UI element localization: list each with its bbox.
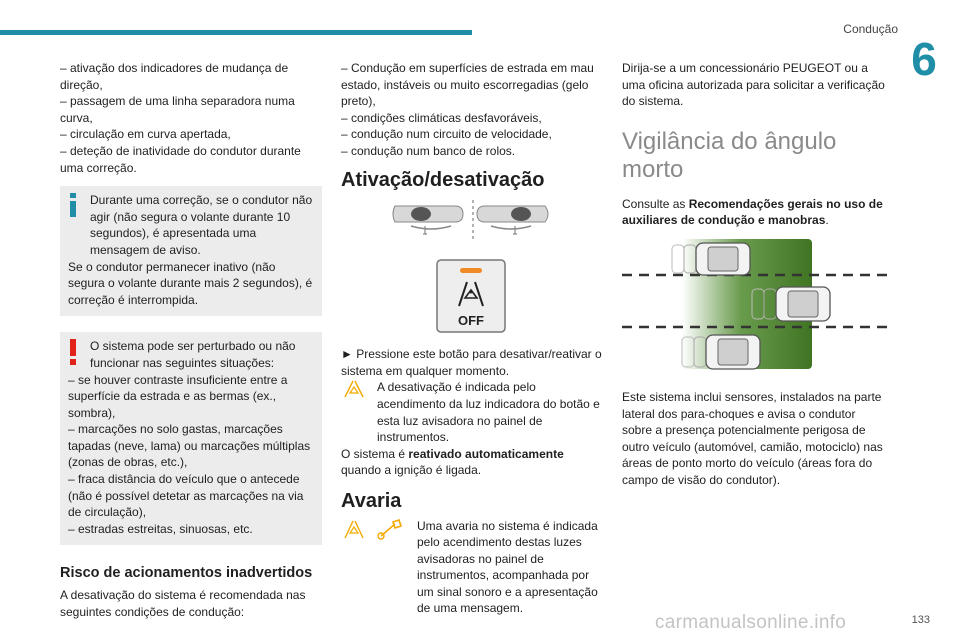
list-item: – condições climáticas desfavoráveis, [341,110,542,125]
section-heading-activation: Ativação/desativação [341,168,545,191]
off-label: OFF [458,313,484,329]
deactivation-text: A desativação é indicada pelo acendimento da luz indicadora do botão e esta luz avisadora no painel de instrumentos. [377,380,600,445]
deactivation-notice [341,379,605,445]
list-item: – circulação em curva apertada, [60,127,231,142]
car-middle-lane-icon [752,287,830,321]
dashboard-button-illustration [341,196,605,336]
paragraph: A desativação do sistema é recomendada nas seguintes condições de condução: [60,588,306,619]
lane-keeping-off-button [437,260,505,332]
column-1 [60,60,322,620]
list-item: – estradas estreitas, sinuosas, etc. [68,521,253,536]
info-text: Durante uma correção, se o condutor não agir (não segura o volante durante 10 segundos), é apresentada uma mensagem de aviso. [90,193,313,257]
car-bottom-lane-icon [682,335,760,369]
steering-right-icon [477,206,548,234]
reactivation-suffix: quando a ignição é ligada. [341,463,482,478]
paragraph: Este sistema inclui sensores, instalados na parte lateral dos para-choques e avisa o condutor sobre a presença potencialmente perigosa de outro veículo (automóvel, camião, motociclo) nas áreas de ponto morto do veículo (áreas fora do campo de visão do condutor). [622,389,883,487]
section-title: Condução [843,22,898,36]
fault-notice [341,518,605,618]
car-top-lane-icon [672,243,750,275]
list-item: – se houver contraste insuficiente entre a superfície da estrada e as bermas (ex., sombra), [68,372,288,420]
steering-left-icon [393,206,463,234]
section-heading-blind-spot: Vigilância do ângulo morto [622,127,837,183]
consult-text [622,196,888,229]
consult-suffix: . [825,213,829,228]
exclamation-icon [68,339,78,365]
subsection-title: Risco de acionamentos inadvertidos [60,565,313,582]
list-item: – ativação dos indicadores de mudança de direção, [60,61,289,92]
info-icon [68,193,78,217]
list-item: – condução num circuito de velocidade, [341,127,552,142]
header-accent-bar [0,30,472,35]
list-item: – condução num banco de rolos. [341,143,516,158]
column-3 [622,60,888,489]
fault-warning-icons [341,518,411,540]
lane-departure-warning-icon [341,379,369,399]
consult-prefix: Consulte as [622,196,689,211]
lane-warning-icon [345,521,363,538]
page-number: 133 [911,614,930,626]
list-item: – marcações no solo gastas, marcações tapadas (neve, lama) ou marcações múltiplas (zonas de obras, etc.), [68,422,311,470]
blind-spot-illustration [622,237,888,377]
info-box [60,186,322,316]
warning-intro: O sistema pode ser perturbado ou não funcionar nas seguintes situações: [90,339,296,370]
column-2 [341,60,605,617]
instruction-text: ► Pressione este botão para desativar/reativar o sistema em qualquer momento. [341,347,602,378]
chapter-number: 6 [911,33,937,85]
list-item: – Condução em superfícies de estrada em mau estado, instáveis ou muito escorregadias (gelo preto), [341,61,594,109]
fault-text: Uma avaria no sistema é indicada pelo acendimento destas luzes avisadoras no painel de instrumentos, acompanhada por um sinal sonoro e a apresentação de uma mensagem. [417,518,598,616]
reactivation-bold: reativado automaticamente [408,446,564,461]
list-item: – passagem de uma linha separadora numa curva, [60,94,295,125]
list-item: – fraca distância do veículo que o antecede (não é possível detetar as marcações na via de circulação), [68,472,304,520]
consult-bold-link: Recomendações gerais no uso de auxiliares de condução e manobras [622,196,883,228]
section-heading-fault: Avaria [341,489,402,512]
reactivation-prefix: O sistema é [341,446,409,461]
reactivation-text [341,446,605,463]
wrench-icon [381,520,401,536]
info-text: Se o condutor permanecer inativo (não segura o volante durante mais 2 segundos), é correção é interrompida. [68,259,313,307]
warning-box [60,332,322,545]
list-item: – deteção de inatividade do condutor durante uma correção. [60,143,301,175]
watermark: carmanualsonline.info [655,612,847,633]
paragraph: Dirija-se a um concessionário PEUGEOT ou a uma oficina autorizada para solicitar a verificação do sistema. [622,61,885,109]
